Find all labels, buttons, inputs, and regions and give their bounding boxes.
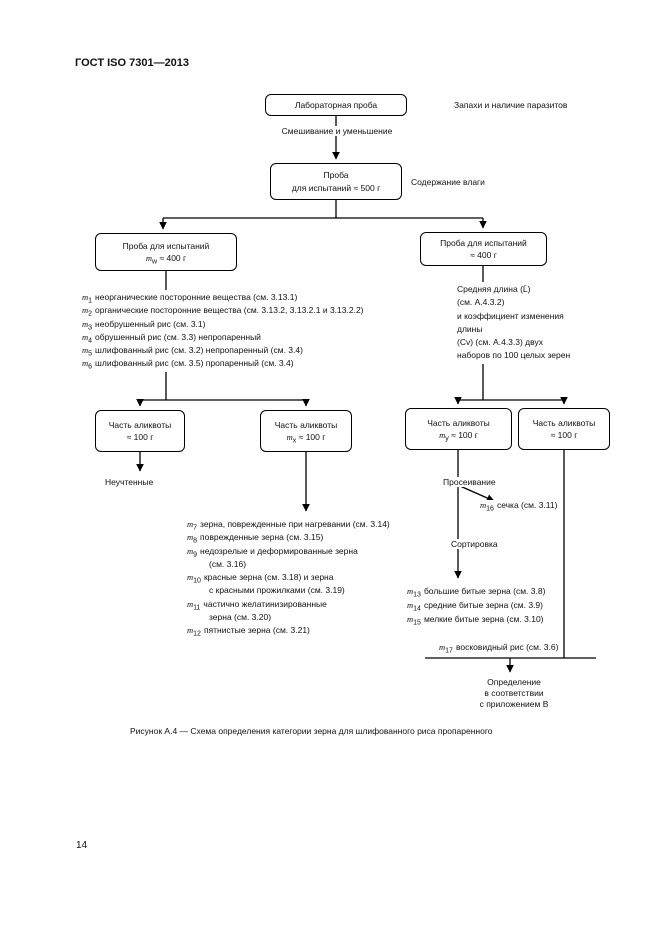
list-item-continuation: (см. 3.16) [209, 558, 247, 569]
box-aliquot-1-line2: ≈ 100 г [126, 432, 154, 442]
figure-caption: Рисунок А.4 — Схема определения категории зерна для шлифованного риса пропаренного [130, 726, 493, 736]
list-item: $m_{15}$ мелкие битые зерна (см. 3.10) [407, 614, 544, 628]
document-header: ГОСТ ISO 7301—2013 [75, 57, 190, 69]
text-line: (Сv) (см. А.4.3.3) двух [457, 337, 543, 348]
box-aliquot-2-line1: Часть аликвоты [274, 419, 338, 430]
list-item: $m_7$ зерна, поврежденные при нагревании (см. 3.14) [187, 519, 390, 532]
label-sieving: Просеивание [443, 477, 496, 487]
label-m17: $m_{17}$ восковидный рис (см. 3.6) [439, 642, 559, 655]
list-item: $m_{14}$ средние битые зерна (см. 3.9) [407, 600, 543, 613]
list-item-continuation: зерна (см. 3.20) [209, 612, 272, 623]
fractions-list-left [80, 290, 366, 372]
label-unaccounted: Неучтенные [105, 477, 154, 487]
box-lab-sample-text: Лабораторная проба [294, 99, 378, 110]
box-aliquot-3-line2: $m_у \approx 100$ г [439, 430, 478, 443]
box-aliquot-1 [95, 410, 185, 452]
list-item: $m_{12}$ пятнистые зерна (см. 3.21) [187, 625, 310, 639]
list-item: $m_1$ неорганические посторонние вещества (см. 3.13.1) [82, 292, 298, 305]
box-sample-right-400 [420, 232, 547, 266]
list-item: $m_3$ необрушенный рис (см. 3.1) [82, 318, 206, 332]
box-sample-left-400 [95, 233, 237, 271]
label-mixing: Смешивание и уменьшение [271, 126, 403, 136]
fractions-list-middle [185, 517, 392, 639]
box-test-sample-line1: Проба [323, 170, 349, 181]
text-line: и коэффициент изменения [457, 310, 564, 321]
list-item: $m_2$ органические посторонние вещества (см. 3.13.2, 3.13.2.1 и 3.13.2.2) [82, 305, 364, 318]
box-aliquot-1-line1: Часть аликвоты [108, 419, 172, 430]
list-item: $m_4$ обрушенный рис (см. 3.3) непропаренный [82, 331, 261, 345]
box-aliquot-4-line2: ≈ 100 г [550, 430, 578, 440]
determination-note [468, 677, 560, 710]
text-line: длины [457, 323, 483, 334]
list-item: $m_6$ шлифованный рис (см. 3.5) пропаренный (см. 3.4) [82, 358, 294, 372]
box-sample-right-line2: ≈ 400 г [470, 250, 497, 260]
list-item: $m_5$ шлифованный рис (см. 3.2) непропаренный (см. 3.4) [82, 345, 303, 358]
box-aliquot-2-line2: $m_х \approx 100$ г [286, 432, 326, 445]
box-test-sample-line2: для испытаний ≈ 500 г [291, 182, 381, 193]
list-item: $m_{11}$ частично желатинизированные [187, 598, 327, 612]
box-sample-right-line1: Проба для испытаний [440, 237, 527, 248]
text-line: в соответствии [484, 688, 544, 698]
box-sample-left-line2: $m_w \approx 400$ г [145, 253, 187, 266]
box-aliquot-3-line1: Часть аликвоты [427, 417, 490, 428]
list-item-continuation: с красными прожилками (см. 3.19) [209, 585, 345, 596]
list-item: $m_{13}$ большие битые зерна (см. 3.8) [407, 586, 546, 599]
box-test-sample-500 [270, 163, 402, 200]
label-m16: $m_{16}$ сечка (см. 3.11) [480, 500, 558, 513]
box-lab-sample [265, 94, 407, 116]
text-line: (см. А.4.3.2) [457, 297, 505, 308]
text-line: Средняя длина (L̄) [457, 284, 531, 294]
label-sorting: Сортировка [451, 539, 498, 549]
list-item: $m_9$ недозрелые и деформированные зерна [187, 545, 358, 559]
list-item: $m_8$ поврежденные зерна (см. 3.15) [187, 532, 324, 545]
list-item: $m_{10}$ красные зерна (см. 3.18) и зерна [187, 572, 334, 585]
box-aliquot-4 [518, 408, 610, 450]
text-line: Определение [487, 677, 541, 687]
broken-grains-list [405, 583, 547, 628]
box-aliquot-3 [405, 408, 512, 450]
box-aliquot-4-line1: Часть аликвоты [532, 417, 596, 428]
box-aliquot-2 [260, 410, 352, 452]
text-line: наборов по 100 целых зерен [457, 350, 571, 361]
label-moisture: Содержание влаги [411, 177, 485, 187]
text-line: с приложением В [479, 699, 549, 709]
label-smell: Запахи и наличие паразитов [454, 100, 568, 110]
box-sample-left-line1: Проба для испытаний [122, 240, 210, 251]
page-number: 14 [76, 840, 88, 851]
length-coefficient-block [455, 282, 572, 364]
